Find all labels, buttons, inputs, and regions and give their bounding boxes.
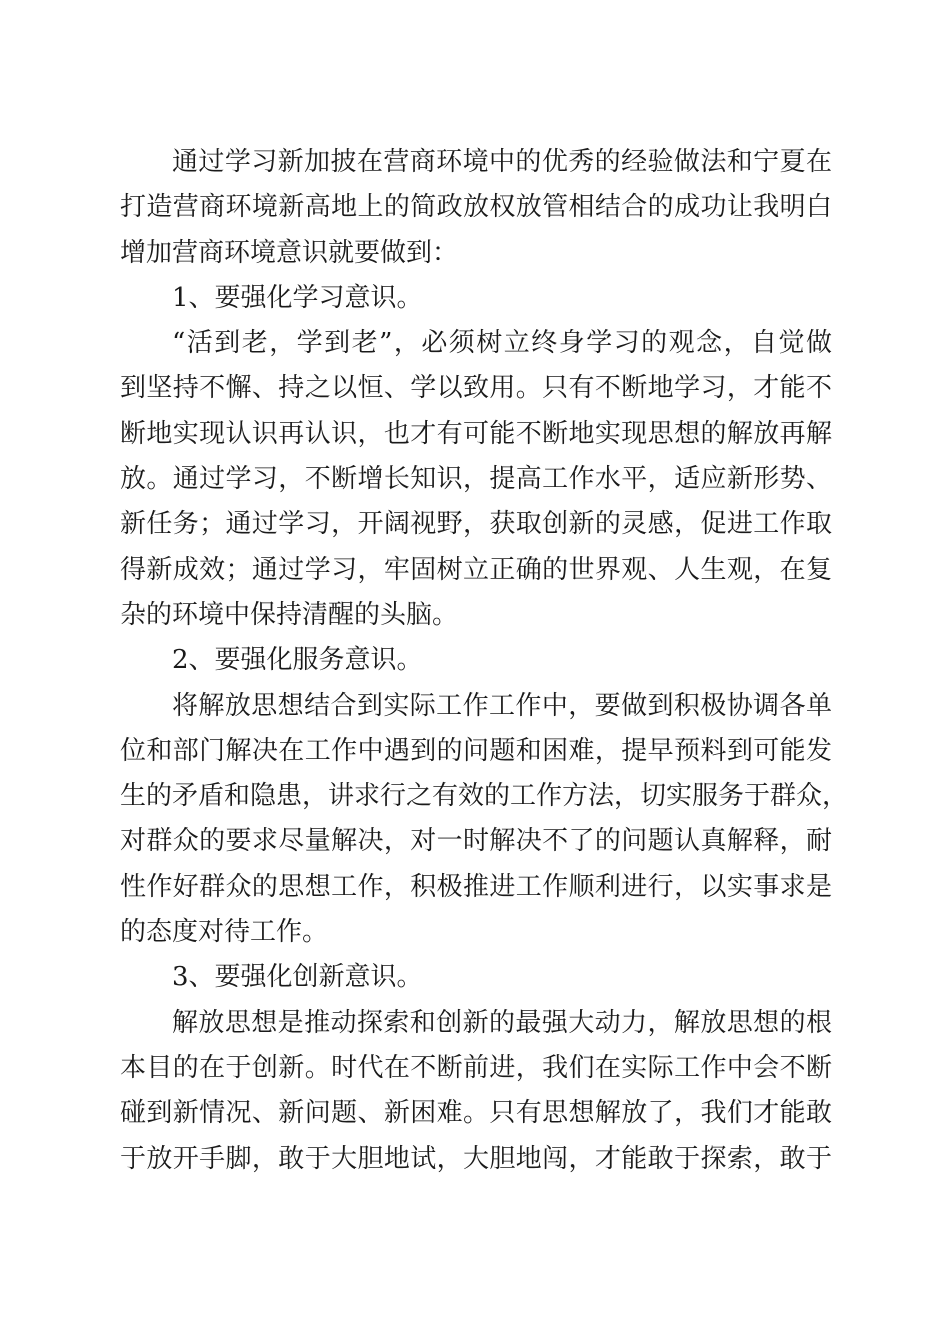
text-line: 本目的在于创新。时代在不断前进，我们在实际工作中会不断 [120,1052,832,1083]
text-line: 于放开手脚，敢于大胆地试，大胆地闯，才能敢于探索，敢于 [120,1143,832,1174]
text-line: 打造营商环境新高地上的简政放权放管相结合的成功让我明白 [120,192,832,223]
text-line: 2、要强化服务意识。 [172,645,423,676]
text-line: 增加营商环境意识就要做到： [120,237,459,268]
text-line: 到坚持不懈、持之以恒、学以致用。只有不断地学习，才能不 [120,373,832,404]
text-line: 3、要强化创新意识。 [172,962,423,993]
text-line: 的态度对待工作。 [120,917,329,948]
text-line: “活到老，学到老”，必须树立终身学习的观念，自觉做 [172,328,832,359]
text-line: 位和部门解决在工作中遇到的问题和困难，提早预料到可能发 [120,735,832,766]
text-line: 对群众的要求尽量解决，对一时解决不了的问题认真解释，耐 [120,826,832,857]
text-line: 新任务；通过学习，开阔视野，获取创新的灵感，促进工作取 [120,509,832,540]
text-line: 解放思想是推动探索和创新的最强大动力，解放思想的根 [172,1007,832,1038]
text-line: 断地实现认识再认识，也才有可能不断地实现思想的解放再解 [120,418,832,449]
text-line: 得新成效；通过学习，牢固树立正确的世界观、人生观，在复 [120,554,832,585]
text-line: 放。通过学习，不断增长知识，提高工作水平，适应新形势、 [120,464,832,495]
document-body [120,140,849,1182]
text-line: 1、要强化学习意识。 [172,282,423,313]
text-line: 生的矛盾和隐患，讲求行之有效的工作方法，切实服务于群众， [120,781,849,812]
text-line: 杂的环境中保持清醒的头脑。 [120,599,459,630]
text-line: 碰到新情况、新问题、新困难。只有思想解放了，我们才能敢 [120,1098,832,1129]
text-line: 通过学习新加披在营商环境中的优秀的经验做法和宁夏在 [172,147,832,177]
text-line: 性作好群众的思想工作，积极推进工作顺利进行，以实事求是 [120,871,832,902]
text-line: 将解放思想结合到实际工作工作中，要做到积极协调各单 [172,690,832,721]
